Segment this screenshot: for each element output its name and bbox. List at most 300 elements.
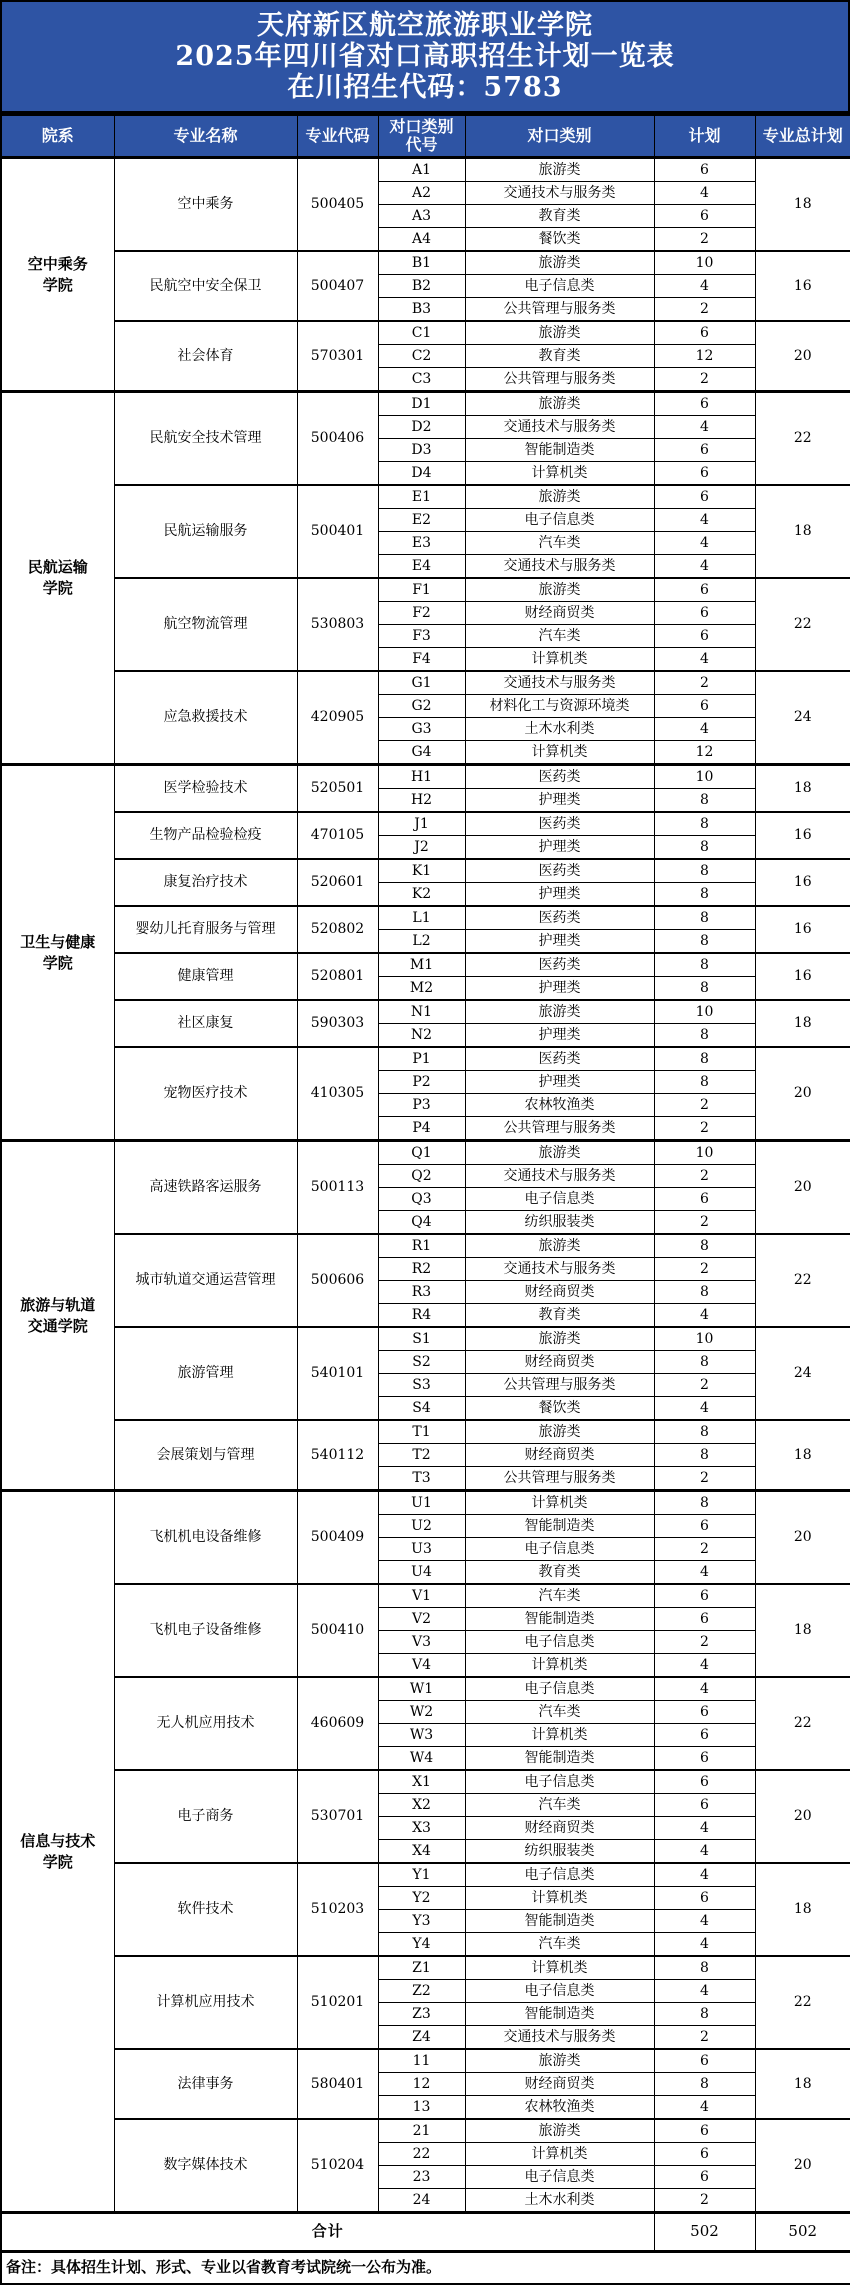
table-row bbox=[1, 1770, 850, 1794]
table-row bbox=[1, 251, 850, 275]
plan-cell: 2 bbox=[654, 1165, 755, 1188]
major-total-cell: 22 bbox=[755, 1956, 850, 2049]
plan-cell: 4 bbox=[654, 1933, 755, 1957]
plan-cell: 10 bbox=[654, 1000, 755, 1024]
major-code-cell: 530803 bbox=[297, 578, 378, 671]
plan-cell: 8 bbox=[654, 1420, 755, 1444]
category-name-cell: 护理类 bbox=[465, 1071, 654, 1094]
table-row bbox=[1, 765, 850, 789]
major-total-cell: 18 bbox=[755, 2049, 850, 2119]
category-code-cell: V1 bbox=[378, 1584, 465, 1608]
category-code-cell: 21 bbox=[378, 2119, 465, 2143]
category-name-cell: 交通技术与服务类 bbox=[465, 671, 654, 695]
category-name-cell: 护理类 bbox=[465, 836, 654, 860]
major-name-cell: 民航空中安全保卫 bbox=[114, 251, 297, 321]
total-plan-value: 502 bbox=[654, 2213, 755, 2252]
plan-cell: 2 bbox=[654, 671, 755, 695]
category-name-cell: 旅游类 bbox=[465, 1327, 654, 1351]
category-name-cell: 智能制造类 bbox=[465, 2003, 654, 2026]
plan-cell: 6 bbox=[654, 602, 755, 625]
major-total-cell: 16 bbox=[755, 906, 850, 953]
major-name-cell: 社区康复 bbox=[114, 1000, 297, 1047]
plan-cell: 12 bbox=[654, 741, 755, 765]
plan-cell: 6 bbox=[654, 439, 755, 462]
college-cell: 卫生与健康 学院 bbox=[1, 765, 114, 1141]
category-code-cell: W1 bbox=[378, 1677, 465, 1701]
plan-cell: 4 bbox=[654, 509, 755, 532]
category-name-cell: 教育类 bbox=[465, 1304, 654, 1328]
table-row bbox=[1, 392, 850, 416]
major-name-cell: 航空物流管理 bbox=[114, 578, 297, 671]
college-cell: 空中乘务 学院 bbox=[1, 158, 114, 392]
table-row bbox=[1, 578, 850, 602]
category-name-cell: 医药类 bbox=[465, 953, 654, 977]
table-row bbox=[1, 953, 850, 977]
plan-cell: 6 bbox=[654, 578, 755, 602]
category-code-cell: L2 bbox=[378, 930, 465, 954]
plan-cell: 8 bbox=[654, 789, 755, 813]
category-code-cell: Q2 bbox=[378, 1165, 465, 1188]
plan-cell: 2 bbox=[654, 2189, 755, 2213]
title-plan-name: 2025年四川省对口高职招生计划一览表 bbox=[175, 41, 675, 72]
category-name-cell: 医药类 bbox=[465, 812, 654, 836]
category-name-cell: 医药类 bbox=[465, 906, 654, 930]
category-name-cell: 汽车类 bbox=[465, 1584, 654, 1608]
category-name-cell: 电子信息类 bbox=[465, 1188, 654, 1211]
category-name-cell: 公共管理与服务类 bbox=[465, 368, 654, 392]
category-name-cell: 计算机类 bbox=[465, 1724, 654, 1747]
category-code-cell: Z3 bbox=[378, 2003, 465, 2026]
category-name-cell: 护理类 bbox=[465, 789, 654, 813]
category-code-cell: Q3 bbox=[378, 1188, 465, 1211]
plan-cell: 8 bbox=[654, 1281, 755, 1304]
plan-cell: 2 bbox=[654, 1538, 755, 1561]
college-cell: 民航运输 学院 bbox=[1, 392, 114, 765]
major-total-cell: 22 bbox=[755, 578, 850, 671]
table-row bbox=[1, 1141, 850, 1165]
major-code-cell: 500407 bbox=[297, 251, 378, 321]
header-row bbox=[1, 115, 850, 158]
plan-cell: 8 bbox=[654, 2073, 755, 2096]
category-code-cell: F3 bbox=[378, 625, 465, 648]
major-total-cell: 16 bbox=[755, 953, 850, 1000]
major-code-cell: 540101 bbox=[297, 1327, 378, 1420]
plan-cell: 2 bbox=[654, 1211, 755, 1235]
category-code-cell: E1 bbox=[378, 485, 465, 509]
category-code-cell: B1 bbox=[378, 251, 465, 275]
category-name-cell: 教育类 bbox=[465, 1561, 654, 1585]
category-code-cell: Y1 bbox=[378, 1863, 465, 1887]
plan-cell: 6 bbox=[654, 1188, 755, 1211]
major-name-cell: 数字媒体技术 bbox=[114, 2119, 297, 2213]
major-code-cell: 520802 bbox=[297, 906, 378, 953]
major-code-cell: 500405 bbox=[297, 158, 378, 252]
grand-total-row bbox=[1, 2213, 850, 2252]
category-code-cell: S1 bbox=[378, 1327, 465, 1351]
major-name-cell: 民航运输服务 bbox=[114, 485, 297, 578]
category-code-cell: A2 bbox=[378, 182, 465, 205]
category-code-cell: R1 bbox=[378, 1234, 465, 1258]
table-row bbox=[1, 1956, 850, 1980]
plan-cell: 8 bbox=[654, 977, 755, 1001]
enrollment-table bbox=[0, 114, 850, 2285]
category-code-cell: Q4 bbox=[378, 1211, 465, 1235]
category-code-cell: L1 bbox=[378, 906, 465, 930]
category-code-cell: 22 bbox=[378, 2143, 465, 2166]
plan-cell: 8 bbox=[654, 836, 755, 860]
column-header: 计划 bbox=[654, 115, 755, 158]
column-header: 专业代码 bbox=[297, 115, 378, 158]
major-total-cell: 24 bbox=[755, 671, 850, 765]
plan-cell: 8 bbox=[654, 883, 755, 907]
plan-cell: 2 bbox=[654, 1467, 755, 1491]
category-name-cell: 公共管理与服务类 bbox=[465, 1374, 654, 1397]
category-code-cell: R4 bbox=[378, 1304, 465, 1328]
major-name-cell: 高速铁路客运服务 bbox=[114, 1141, 297, 1235]
plan-cell: 4 bbox=[654, 1561, 755, 1585]
table-row bbox=[1, 906, 850, 930]
category-name-cell: 财经商贸类 bbox=[465, 1444, 654, 1467]
note-text: 备注：具体招生计划、形式、专业以省教育考试院统一公布为准。 bbox=[1, 2252, 850, 2285]
category-name-cell: 旅游类 bbox=[465, 485, 654, 509]
category-code-cell: K2 bbox=[378, 883, 465, 907]
plan-cell: 4 bbox=[654, 1910, 755, 1933]
category-code-cell: E4 bbox=[378, 555, 465, 579]
major-name-cell: 空中乘务 bbox=[114, 158, 297, 252]
category-code-cell: U2 bbox=[378, 1515, 465, 1538]
table-row bbox=[1, 1234, 850, 1258]
table-body bbox=[1, 158, 850, 2285]
major-code-cell: 500409 bbox=[297, 1491, 378, 1585]
category-code-cell: Z2 bbox=[378, 1980, 465, 2003]
category-code-cell: 23 bbox=[378, 2166, 465, 2189]
plan-cell: 8 bbox=[654, 1956, 755, 1980]
major-name-cell: 宠物医疗技术 bbox=[114, 1047, 297, 1141]
category-name-cell: 旅游类 bbox=[465, 578, 654, 602]
plan-cell: 8 bbox=[654, 1491, 755, 1515]
major-code-cell: 500406 bbox=[297, 392, 378, 486]
category-name-cell: 公共管理与服务类 bbox=[465, 298, 654, 322]
major-name-cell: 法律事务 bbox=[114, 2049, 297, 2119]
title-school-name: 天府新区航空旅游职业学院 bbox=[257, 10, 593, 41]
major-code-cell: 500113 bbox=[297, 1141, 378, 1235]
category-name-cell: 交通技术与服务类 bbox=[465, 555, 654, 579]
category-code-cell: F1 bbox=[378, 578, 465, 602]
plan-cell: 4 bbox=[654, 718, 755, 741]
major-total-cell: 20 bbox=[755, 321, 850, 392]
plan-cell: 8 bbox=[654, 2003, 755, 2026]
category-code-cell: J1 bbox=[378, 812, 465, 836]
category-code-cell: W2 bbox=[378, 1701, 465, 1724]
plan-cell: 4 bbox=[654, 182, 755, 205]
major-total-cell: 18 bbox=[755, 1584, 850, 1677]
category-code-cell: T2 bbox=[378, 1444, 465, 1467]
category-code-cell: Z4 bbox=[378, 2026, 465, 2050]
category-name-cell: 计算机类 bbox=[465, 462, 654, 486]
category-code-cell: H2 bbox=[378, 789, 465, 813]
category-name-cell: 旅游类 bbox=[465, 2049, 654, 2073]
category-name-cell: 交通技术与服务类 bbox=[465, 2026, 654, 2050]
plan-cell: 2 bbox=[654, 228, 755, 252]
major-name-cell: 婴幼儿托育服务与管理 bbox=[114, 906, 297, 953]
category-name-cell: 交通技术与服务类 bbox=[465, 1165, 654, 1188]
plan-cell: 4 bbox=[654, 1677, 755, 1701]
plan-cell: 2 bbox=[654, 1117, 755, 1141]
category-name-cell: 公共管理与服务类 bbox=[465, 1467, 654, 1491]
major-code-cell: 510201 bbox=[297, 1956, 378, 2049]
major-name-cell: 应急救援技术 bbox=[114, 671, 297, 765]
plan-cell: 8 bbox=[654, 906, 755, 930]
major-name-cell: 电子商务 bbox=[114, 1770, 297, 1863]
major-total-cell: 20 bbox=[755, 1491, 850, 1585]
major-total-cell: 18 bbox=[755, 158, 850, 252]
category-code-cell: V4 bbox=[378, 1654, 465, 1678]
major-name-cell: 无人机应用技术 bbox=[114, 1677, 297, 1770]
plan-cell: 8 bbox=[654, 859, 755, 883]
plan-cell: 4 bbox=[654, 1980, 755, 2003]
total-label: 合计 bbox=[1, 2213, 654, 2252]
title-admission-code: 在川招生代码：5783 bbox=[287, 72, 563, 103]
plan-cell: 6 bbox=[654, 625, 755, 648]
category-name-cell: 智能制造类 bbox=[465, 1910, 654, 1933]
plan-cell: 4 bbox=[654, 2096, 755, 2120]
major-code-cell: 540112 bbox=[297, 1420, 378, 1491]
category-code-cell: D3 bbox=[378, 439, 465, 462]
title-banner bbox=[0, 0, 850, 114]
plan-cell: 4 bbox=[654, 1654, 755, 1678]
category-name-cell: 医药类 bbox=[465, 859, 654, 883]
major-total-cell: 18 bbox=[755, 1420, 850, 1491]
category-name-cell: 财经商贸类 bbox=[465, 1351, 654, 1374]
plan-cell: 6 bbox=[654, 321, 755, 345]
category-code-cell: A1 bbox=[378, 158, 465, 182]
category-name-cell: 医药类 bbox=[465, 765, 654, 789]
category-name-cell: 电子信息类 bbox=[465, 275, 654, 298]
major-code-cell: 510204 bbox=[297, 2119, 378, 2213]
category-name-cell: 餐饮类 bbox=[465, 1397, 654, 1421]
plan-cell: 4 bbox=[654, 1840, 755, 1864]
category-name-cell: 旅游类 bbox=[465, 158, 654, 182]
plan-cell: 8 bbox=[654, 1047, 755, 1071]
major-name-cell: 生物产品检验检疫 bbox=[114, 812, 297, 859]
category-name-cell: 智能制造类 bbox=[465, 1515, 654, 1538]
category-name-cell: 交通技术与服务类 bbox=[465, 1258, 654, 1281]
plan-cell: 8 bbox=[654, 1444, 755, 1467]
major-total-cell: 18 bbox=[755, 1863, 850, 1956]
category-name-cell: 土木水利类 bbox=[465, 2189, 654, 2213]
category-code-cell: B3 bbox=[378, 298, 465, 322]
plan-cell: 2 bbox=[654, 1258, 755, 1281]
table-row bbox=[1, 158, 850, 182]
major-name-cell: 医学检验技术 bbox=[114, 765, 297, 813]
plan-cell: 2 bbox=[654, 1094, 755, 1117]
category-code-cell: Z1 bbox=[378, 1956, 465, 1980]
major-name-cell: 计算机应用技术 bbox=[114, 1956, 297, 2049]
major-total-cell: 20 bbox=[755, 1047, 850, 1141]
plan-cell: 6 bbox=[654, 695, 755, 718]
plan-cell: 10 bbox=[654, 765, 755, 789]
major-name-cell: 会展策划与管理 bbox=[114, 1420, 297, 1491]
plan-cell: 4 bbox=[654, 416, 755, 439]
category-code-cell: U1 bbox=[378, 1491, 465, 1515]
category-code-cell: J2 bbox=[378, 836, 465, 860]
plan-cell: 8 bbox=[654, 1071, 755, 1094]
college-cell: 信息与技术 学院 bbox=[1, 1491, 114, 2213]
category-name-cell: 计算机类 bbox=[465, 2143, 654, 2166]
category-code-cell: X1 bbox=[378, 1770, 465, 1794]
major-code-cell: 500410 bbox=[297, 1584, 378, 1677]
category-name-cell: 医药类 bbox=[465, 1047, 654, 1071]
category-name-cell: 公共管理与服务类 bbox=[465, 1117, 654, 1141]
category-code-cell: S3 bbox=[378, 1374, 465, 1397]
category-code-cell: T3 bbox=[378, 1467, 465, 1491]
plan-cell: 4 bbox=[654, 275, 755, 298]
category-name-cell: 计算机类 bbox=[465, 741, 654, 765]
plan-cell: 6 bbox=[654, 1887, 755, 1910]
category-code-cell: G4 bbox=[378, 741, 465, 765]
plan-cell: 6 bbox=[654, 1701, 755, 1724]
plan-cell: 6 bbox=[654, 2049, 755, 2073]
category-code-cell: E3 bbox=[378, 532, 465, 555]
category-code-cell: T1 bbox=[378, 1420, 465, 1444]
plan-cell: 4 bbox=[654, 648, 755, 672]
category-code-cell: V2 bbox=[378, 1608, 465, 1631]
plan-cell: 6 bbox=[654, 1794, 755, 1817]
category-name-cell: 交通技术与服务类 bbox=[465, 416, 654, 439]
category-name-cell: 智能制造类 bbox=[465, 1608, 654, 1631]
total-major-value: 502 bbox=[755, 2213, 850, 2252]
major-code-cell: 410305 bbox=[297, 1047, 378, 1141]
plan-cell: 6 bbox=[654, 205, 755, 228]
table-row bbox=[1, 1327, 850, 1351]
category-name-cell: 财经商贸类 bbox=[465, 1817, 654, 1840]
category-name-cell: 计算机类 bbox=[465, 1887, 654, 1910]
category-name-cell: 电子信息类 bbox=[465, 1980, 654, 2003]
category-name-cell: 旅游类 bbox=[465, 1000, 654, 1024]
column-header: 专业名称 bbox=[114, 115, 297, 158]
column-header: 对口类别 代号 bbox=[378, 115, 465, 158]
category-name-cell: 电子信息类 bbox=[465, 1538, 654, 1561]
category-name-cell: 餐饮类 bbox=[465, 228, 654, 252]
category-code-cell: 12 bbox=[378, 2073, 465, 2096]
plan-cell: 6 bbox=[654, 1747, 755, 1771]
plan-cell: 8 bbox=[654, 1351, 755, 1374]
major-code-cell: 570301 bbox=[297, 321, 378, 392]
plan-cell: 4 bbox=[654, 1817, 755, 1840]
category-code-cell: B2 bbox=[378, 275, 465, 298]
plan-cell: 6 bbox=[654, 1515, 755, 1538]
category-name-cell: 农林牧渔类 bbox=[465, 2096, 654, 2120]
category-code-cell: C2 bbox=[378, 345, 465, 368]
plan-cell: 2 bbox=[654, 1631, 755, 1654]
category-name-cell: 财经商贸类 bbox=[465, 2073, 654, 2096]
plan-cell: 4 bbox=[654, 1304, 755, 1328]
major-total-cell: 20 bbox=[755, 2119, 850, 2213]
category-name-cell: 护理类 bbox=[465, 883, 654, 907]
table-row bbox=[1, 671, 850, 695]
major-total-cell: 22 bbox=[755, 1234, 850, 1327]
table-row bbox=[1, 812, 850, 836]
column-header: 对口类别 bbox=[465, 115, 654, 158]
plan-cell: 4 bbox=[654, 555, 755, 579]
category-code-cell: 13 bbox=[378, 2096, 465, 2120]
category-code-cell: A3 bbox=[378, 205, 465, 228]
plan-cell: 2 bbox=[654, 1374, 755, 1397]
major-code-cell: 590303 bbox=[297, 1000, 378, 1047]
plan-cell: 10 bbox=[654, 1327, 755, 1351]
category-code-cell: P3 bbox=[378, 1094, 465, 1117]
table-row bbox=[1, 2119, 850, 2143]
plan-cell: 8 bbox=[654, 1024, 755, 1048]
category-code-cell: C3 bbox=[378, 368, 465, 392]
category-name-cell: 计算机类 bbox=[465, 648, 654, 672]
major-total-cell: 24 bbox=[755, 1327, 850, 1420]
category-name-cell: 电子信息类 bbox=[465, 1677, 654, 1701]
table-row bbox=[1, 859, 850, 883]
category-code-cell: Y2 bbox=[378, 1887, 465, 1910]
category-name-cell: 计算机类 bbox=[465, 1956, 654, 1980]
category-code-cell: U4 bbox=[378, 1561, 465, 1585]
plan-cell: 6 bbox=[654, 1608, 755, 1631]
major-code-cell: 580401 bbox=[297, 2049, 378, 2119]
plan-cell: 8 bbox=[654, 930, 755, 954]
category-name-cell: 智能制造类 bbox=[465, 439, 654, 462]
category-name-cell: 旅游类 bbox=[465, 2119, 654, 2143]
major-code-cell: 470105 bbox=[297, 812, 378, 859]
plan-cell: 6 bbox=[654, 392, 755, 416]
category-name-cell: 护理类 bbox=[465, 977, 654, 1001]
category-name-cell: 旅游类 bbox=[465, 392, 654, 416]
category-name-cell: 电子信息类 bbox=[465, 1770, 654, 1794]
major-code-cell: 500606 bbox=[297, 1234, 378, 1327]
category-name-cell: 旅游类 bbox=[465, 251, 654, 275]
table-row bbox=[1, 1491, 850, 1515]
category-code-cell: M2 bbox=[378, 977, 465, 1001]
major-total-cell: 18 bbox=[755, 485, 850, 578]
plan-cell: 4 bbox=[654, 1863, 755, 1887]
category-code-cell: X3 bbox=[378, 1817, 465, 1840]
plan-cell: 2 bbox=[654, 368, 755, 392]
table-row bbox=[1, 485, 850, 509]
category-code-cell: G2 bbox=[378, 695, 465, 718]
plan-cell: 6 bbox=[654, 485, 755, 509]
category-name-cell: 电子信息类 bbox=[465, 2166, 654, 2189]
category-name-cell: 农林牧渔类 bbox=[465, 1094, 654, 1117]
plan-cell: 8 bbox=[654, 953, 755, 977]
major-code-cell: 460609 bbox=[297, 1677, 378, 1770]
major-name-cell: 软件技术 bbox=[114, 1863, 297, 1956]
plan-cell: 8 bbox=[654, 1234, 755, 1258]
category-code-cell: P1 bbox=[378, 1047, 465, 1071]
major-name-cell: 康复治疗技术 bbox=[114, 859, 297, 906]
category-code-cell: N1 bbox=[378, 1000, 465, 1024]
category-name-cell: 材料化工与资源环境类 bbox=[465, 695, 654, 718]
major-name-cell: 社会体育 bbox=[114, 321, 297, 392]
category-code-cell: R2 bbox=[378, 1258, 465, 1281]
table-row bbox=[1, 1677, 850, 1701]
category-name-cell: 汽车类 bbox=[465, 1794, 654, 1817]
category-code-cell: X4 bbox=[378, 1840, 465, 1864]
plan-cell: 6 bbox=[654, 2119, 755, 2143]
table-row bbox=[1, 1000, 850, 1024]
category-code-cell: F2 bbox=[378, 602, 465, 625]
category-name-cell: 财经商贸类 bbox=[465, 602, 654, 625]
category-name-cell: 教育类 bbox=[465, 205, 654, 228]
category-code-cell: Y3 bbox=[378, 1910, 465, 1933]
plan-cell: 6 bbox=[654, 158, 755, 182]
major-name-cell: 飞机机电设备维修 bbox=[114, 1491, 297, 1585]
major-code-cell: 420905 bbox=[297, 671, 378, 765]
